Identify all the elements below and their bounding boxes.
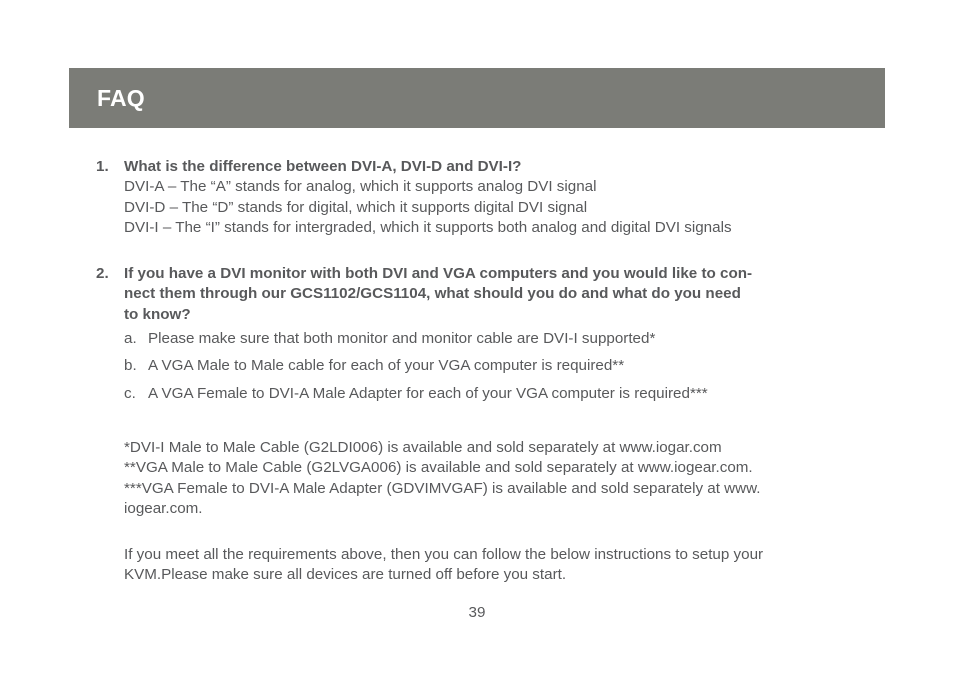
faq-question-line: to know? (124, 305, 191, 323)
faq-question: What is the difference between DVI-A, DVI-D and DVI-I? (124, 158, 522, 175)
sub-item-letter: b. (124, 357, 137, 375)
faq-sub-item (124, 329, 856, 349)
faq-answer-line: DVI-A – The “A” stands for analog, which it supports analog DVI signal (124, 178, 597, 196)
footnote-line: *DVI-I Male to Male Cable (G2LDI006) is available and sold separately at www.iogar.com (124, 438, 722, 456)
faq-question-line: If you have a DVI monitor with both DVI and VGA computers and you would like to con- (124, 265, 753, 283)
sub-item-text: Please make sure that both monitor and monitor cable are DVI-I supported* (148, 330, 656, 348)
sub-item-text: A VGA Male to Male cable for each of your VGA computer is required** (148, 357, 625, 375)
faq-body (124, 264, 856, 404)
faq-sub-item (124, 356, 856, 376)
sub-item-letter: c. (124, 384, 136, 402)
faq-answer-line: DVI-D – The “D” stands for digital, which it supports digital DVI signal (124, 198, 588, 216)
sub-item-letter: a. (124, 330, 137, 348)
footnote-line: iogear.com. (124, 499, 203, 517)
footnote-line: **VGA Male to Male Cable (G2LVGA006) is available and sold separately at www.iogear.com. (124, 459, 753, 477)
faq-content (96, 157, 856, 586)
section-header-bar (69, 68, 885, 128)
faq-answer-line: DVI-I – The “I” stands for intergraded, which it supports both analog and digital DVI signals (124, 218, 732, 236)
page-number: 39 (468, 604, 486, 621)
faq-question-line: nect them through our GCS1102/GCS1104, what should you do and what do you need (124, 285, 741, 303)
faq-item-2 (96, 264, 856, 404)
faq-sub-item (124, 384, 856, 404)
faq-body (124, 157, 856, 238)
section-title: FAQ (97, 85, 145, 111)
footnotes (124, 438, 856, 519)
faq-number: 2. (96, 265, 109, 283)
faq-number: 1. (96, 158, 109, 175)
footnote-line: ***VGA Female to DVI-A Male Adapter (GDVIMVGAF) is available and sold separately at www. (124, 479, 761, 497)
faq-item-1 (96, 157, 856, 238)
closing-line: KVM.Please make sure all devices are turned off before you start. (124, 566, 567, 584)
sub-item-text: A VGA Female to DVI-A Male Adapter for each of your VGA computer is required*** (148, 384, 708, 402)
closing-line: If you meet all the requirements above, then you can follow the below instructions to setup your (124, 546, 764, 564)
closing-paragraph (124, 545, 856, 586)
